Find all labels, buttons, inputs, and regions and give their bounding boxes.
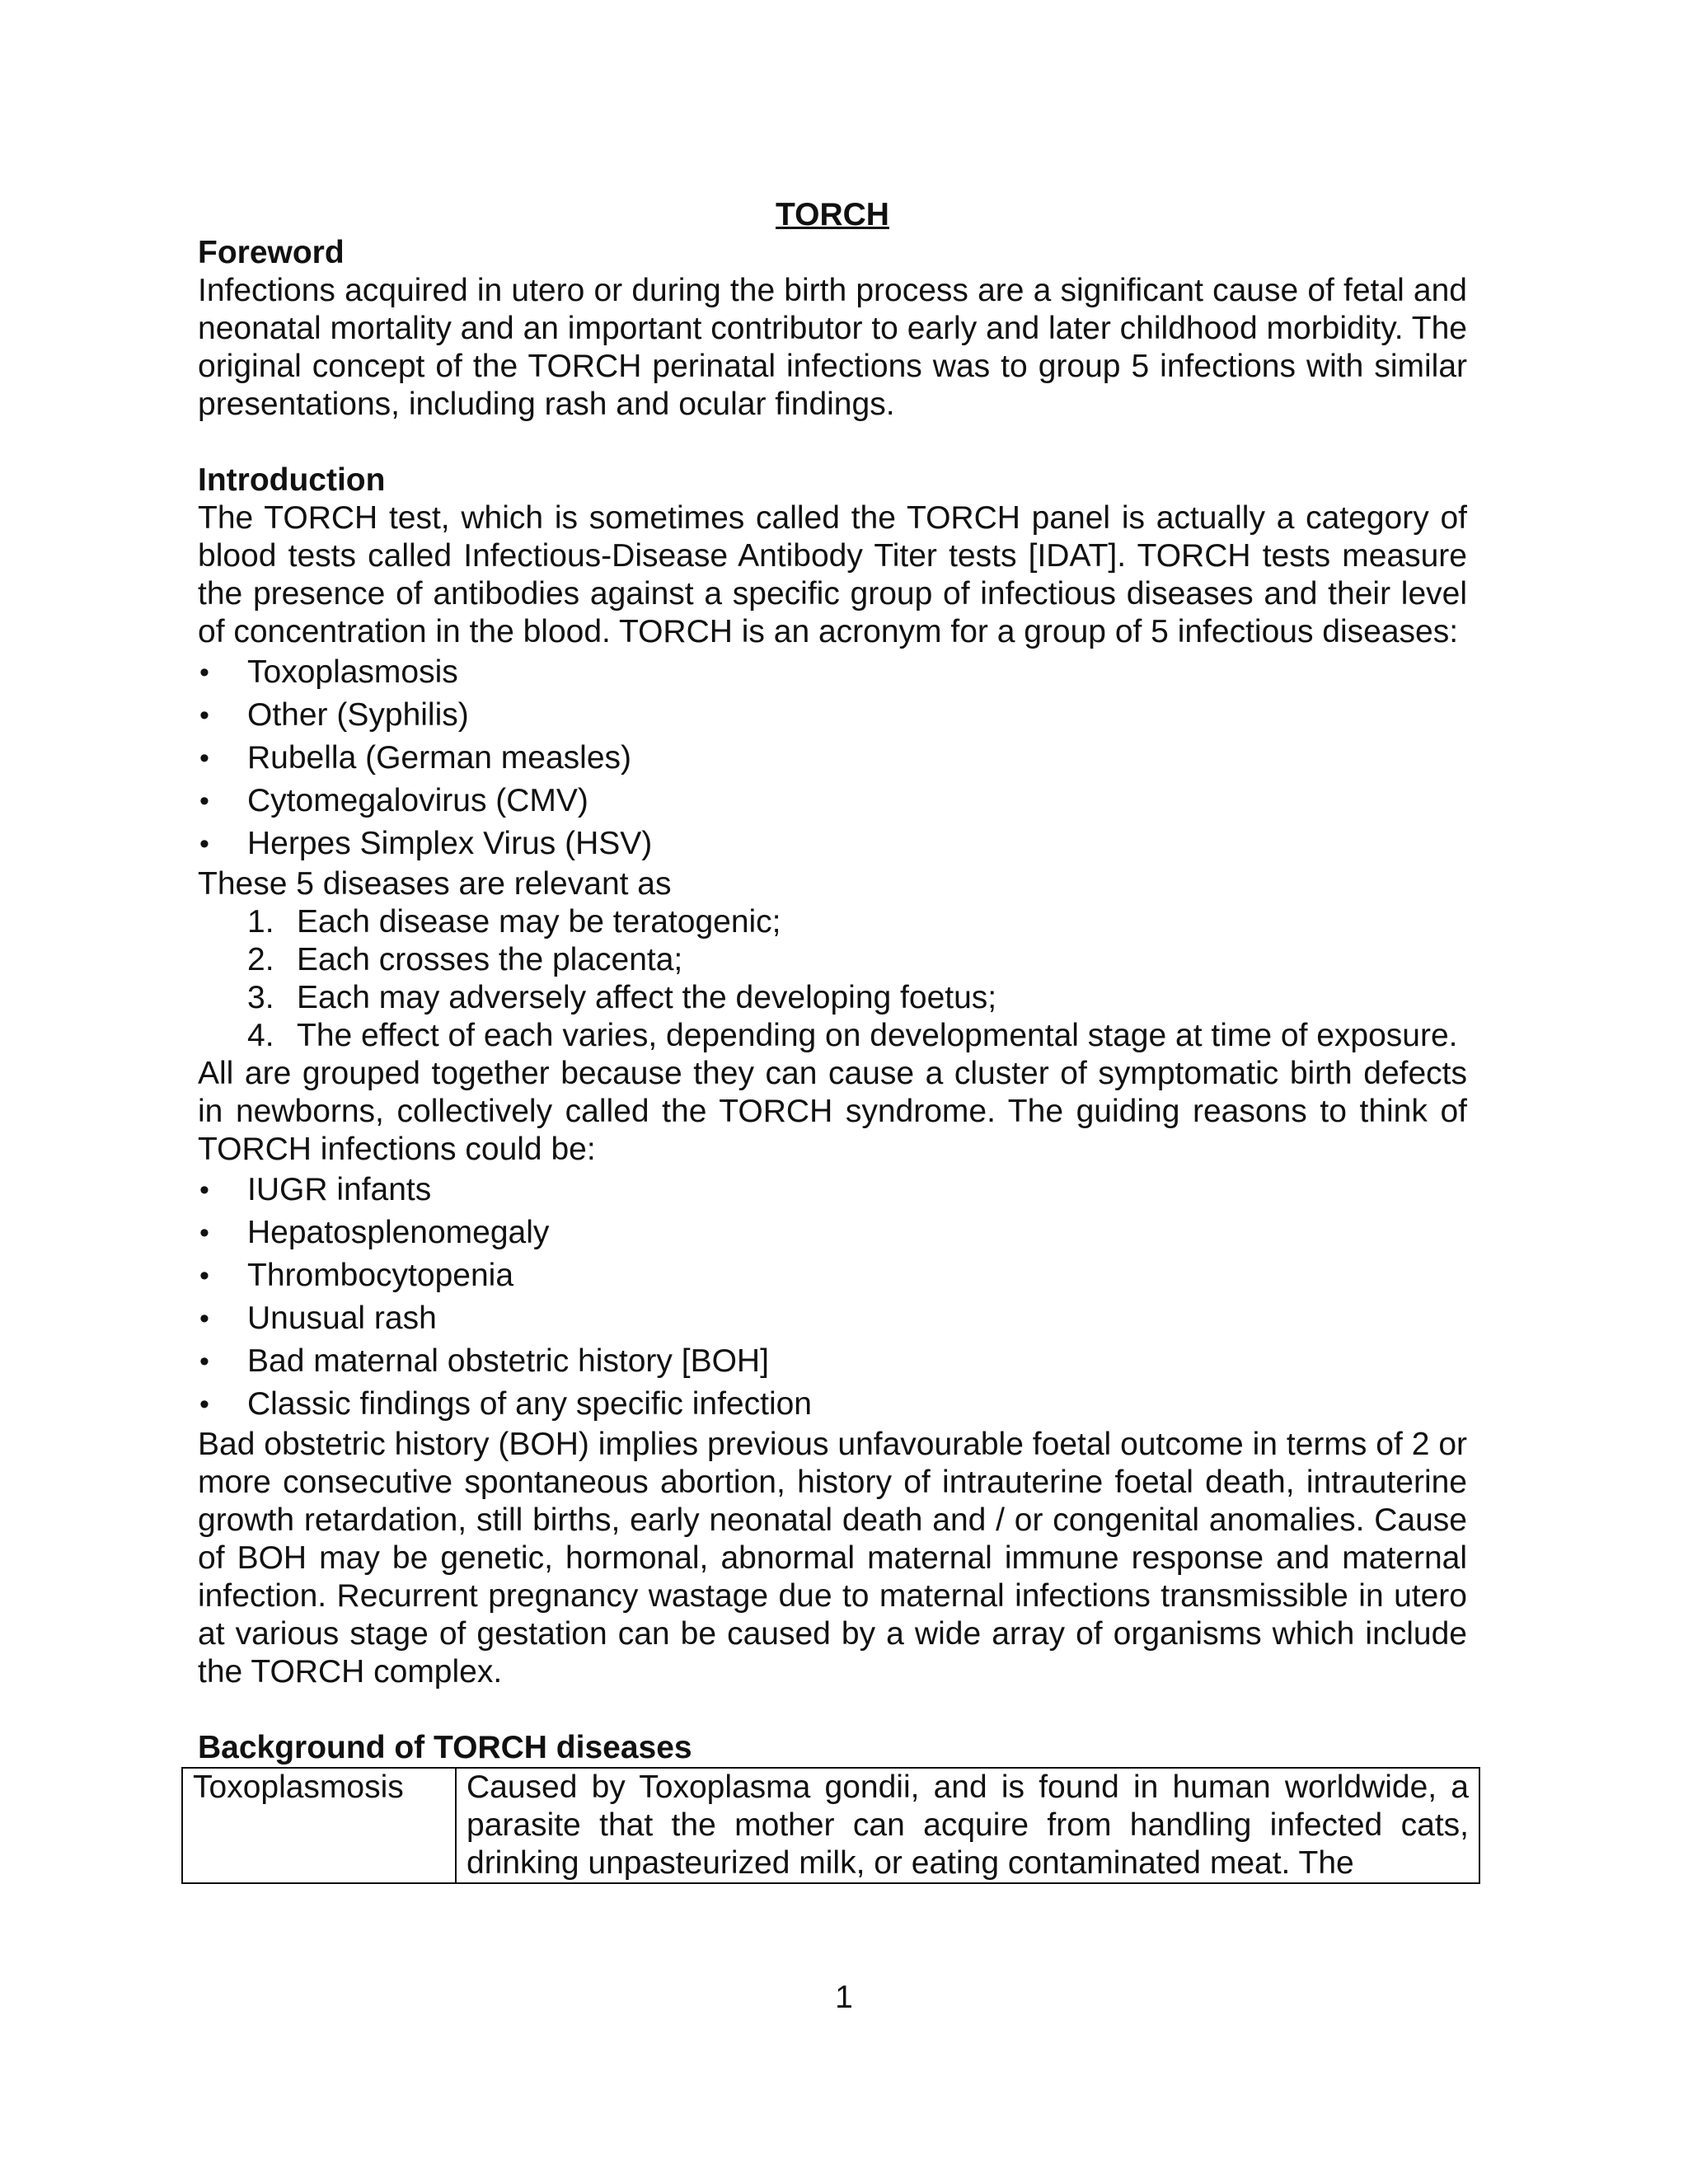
list-item [247,979,1467,1017]
list-number: 4. [247,1018,274,1053]
table-row [182,1768,1479,1883]
list-text: Each crosses the placenta; [297,942,683,977]
list-text: Each may adversely affect the developing foetus; [297,980,997,1015]
introduction-heading: Introduction [198,462,386,498]
list-text: Each disease may be teratogenic; [297,904,781,940]
list-item: • Other (Syphilis) [198,694,1467,737]
introduction-paragraph: The TORCH test, which is sometimes called the TORCH panel is actually a category of blood tests called Infectious-Disease Antibody Titer tests [IDAT]. TORCH tests measure the presence of antibodies against a specific group of infectious diseases and their level of concentration in the blood. TORCH is an acronym for a group of 5 infectious diseases: [198,500,1467,649]
relevance-list [198,903,1467,1055]
list-item: • Hepatosplenomegaly [198,1212,1467,1254]
list-item: • Bad maternal obstetric history [BOH] [198,1340,1467,1383]
page-number: 1 [835,1980,853,2015]
spacer [198,424,1467,462]
table-cell-disease: Toxoplasmosis [182,1768,456,1883]
document-title: TORCH [776,197,889,232]
background-table [181,1767,1480,1884]
disease-list [198,651,1467,865]
relevance-intro: These 5 diseases are relevant as [198,866,672,902]
document-page [193,196,1469,1884]
list-number: 1. [247,904,274,940]
list-item: • Cytomegalovirus (CMV) [198,780,1467,823]
background-heading: Background of TORCH diseases [198,1730,692,1765]
list-text: The effect of each varies, depending on developmental stage at time of exposure. [297,1018,1458,1053]
foreword-heading: Foreword [198,235,345,270]
list-item: • Toxoplasmosis [198,651,1467,694]
list-item: • IUGR infants [198,1169,1467,1212]
list-item: • Classic findings of any specific infection [198,1383,1467,1426]
reasons-list [198,1169,1467,1426]
table-cell-description: Caused by Toxoplasma gondii, and is found in human worldwide, a parasite that the mother can acquire from handling infected cats, drinking unpasteurized milk, or eating contaminated meat. The [456,1768,1479,1883]
list-number: 3. [247,980,274,1015]
list-item: • Unusual rash [198,1297,1467,1340]
boh-paragraph: Bad obstetric history (BOH) implies previous unfavourable foetal outcome in terms of 2 or more consecutive spontaneous abortion, history of intrauterine foetal death, intrauterine growth retardation, still births, early neonatal death and / or congenital anomalies. Cause of BOH may be genetic, hormonal, abnormal maternal immune response and maternal infection. Recurrent pregnancy wastage due to maternal infections transmissible in utero at various stage of gestation can be caused by a wide array of organisms which include the TORCH complex. [198,1427,1467,1690]
spacer [198,1691,1467,1729]
list-item [247,941,1467,979]
grouped-paragraph: All are grouped together because they can cause a cluster of symptomatic birth defects in newborns, collectively called the TORCH syndrome. The guiding reasons to think of TORCH infections could be: [198,1056,1467,1167]
foreword-paragraph: Infections acquired in utero or during the birth process are a significant cause of fetal and neonatal mortality and an important contributor to early and later childhood morbidity. The original concept of the TORCH perinatal infections was to group 5 infections with similar presentations, including rash and ocular findings. [198,273,1467,422]
list-item [247,903,1467,941]
list-number: 2. [247,942,274,977]
list-item: • Herpes Simplex Virus (HSV) [198,823,1467,865]
list-item: • Thrombocytopenia [198,1254,1467,1297]
list-item: • Rubella (German measles) [198,737,1467,780]
list-item [247,1017,1467,1055]
